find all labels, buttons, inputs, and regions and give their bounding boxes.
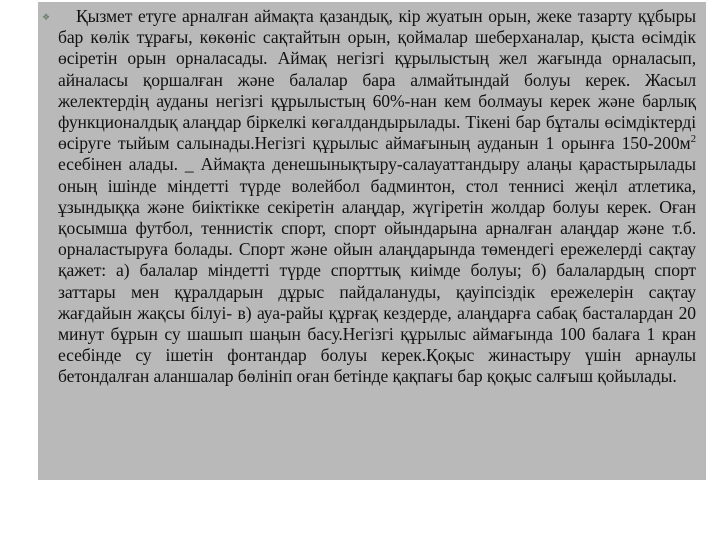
- text-block: [38, 2, 706, 480]
- body-paragraph: [38, 2, 706, 388]
- paragraph-text-part2: есебінен алады. _ Аймақта денешынықтыру-салауаттандыру алаңы қарастырылады оның ішінде міндетті түрде волейбол бадминтон, стол теннисі жеңіл атлетика, ұзындыққа және биіктікке секіретін алаңдар, жүгіретін жолдар болуы керек. Оған қосымша футбол, теннистік спорт, спорт ойындарына арналған алаңдар және т.б. орналастыруға болады. Спорт және ойын алаңдарында төмендегі ережелерді сақтау қажет: а) балалар міндетті түрде спорттық киімде болуы; б) балалардың спорт заттары мен құралдарын дұрыс пайдалануды, қауіпсіздік ережелерін сақтау жағдайын жақсы білуі- в) ауа-райы құрғақ кездерде, алаңдарға сабақ басталардан 20 минут бұрын су шашып шаңын басу.Негізгі құрылыс аймағында 100 балаға 1 кран есебінде су ішетін фонтандар болуы керек.Қоқыс жинастыру үшін арнаулы бетондалған аланшалар бөлініп оған бетінде қақпағы бар қоқыс салғыш қойылады.: [58, 154, 696, 387]
- diamond-bullet-icon: ❖: [42, 12, 51, 22]
- paragraph-text-part1: Қызмет етуге арналған аймақта қазандық, кір жуатын орын, жеке тазарту құбыры бар көлік тұрағы, көкөніс сақтайтын орын, қоймалар шеберханалар, қыста өсімдік өсіретін орын орналасады. Аймақ негізгі құрылыстың жел жағында орналасып, айналасы қоршалған және балалар бара алмайтындай болуы керек. Жасыл желектердің ауданы негізгі құрылыстың 60%-нан кем болмауы керек және барлық функционалдық алаңдар біркелкі көгалдандырылады. Тікені бар бұталы өсімдіктерді өсіруге тыйым салынады.Негізгі құрылыс аймағының ауданын 1 орынға 150-200м: [58, 6, 696, 154]
- superscript-2: 2: [690, 133, 696, 146]
